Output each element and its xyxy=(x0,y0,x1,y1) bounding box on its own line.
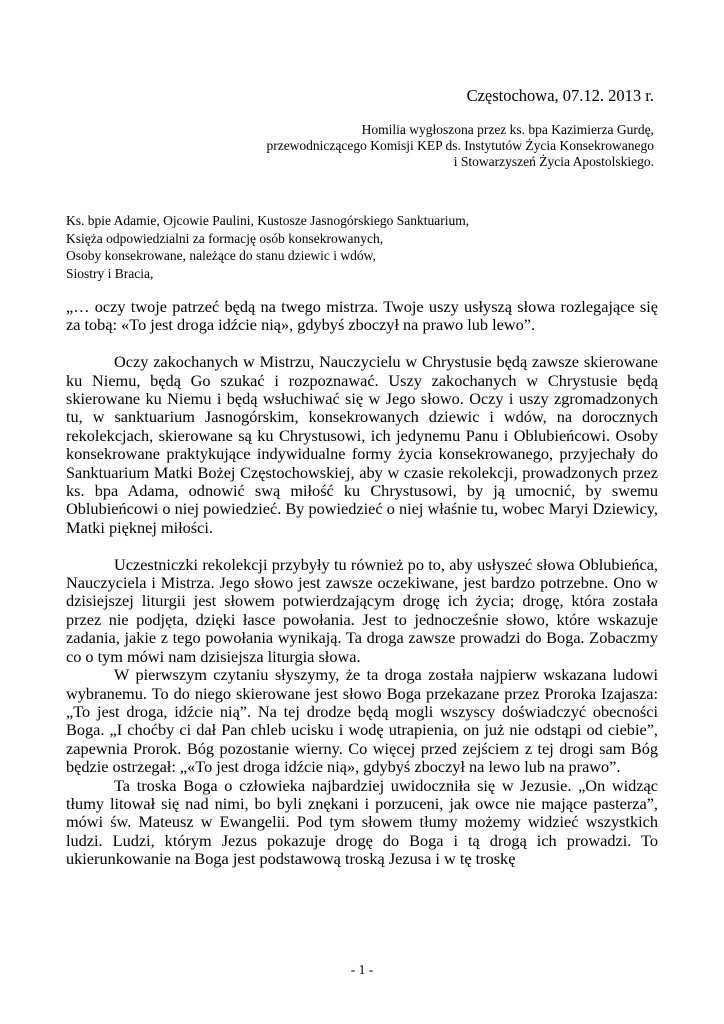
salutation-line: Osoby konsekrowane, należące do stanu dziewic i wdów, xyxy=(66,248,376,263)
salutation xyxy=(66,212,469,282)
salutation-line: Siostry i Bracia, xyxy=(66,265,154,281)
document-date: Częstochowa, 07.12. 2013 r. xyxy=(466,86,654,105)
page-number: - 1 - xyxy=(350,962,374,977)
body-paragraph: W pierwszym czytaniu słyszymy, że ta droga została najpierw wskazana ludowi wybranemu. To do niego skierowane jest słowo Boga przekazane przez Proroka Izajasza: „To jest droga, idźcie nią”. Na tej drodze będą mogli wszyscy doświadczyć obecności Boga. „I choćby ci dał Pan chleb ucisku i wodę utrapienia, on już nie odstąpi od ciebie”, zapewnia Prorok. Bóg pozostanie wierny. Co więcej przed zejściem z tej drogi sam Bóg będzie ostrzegał: „«To jest droga idźcie nią», gdybyś zboczył na lewo lub na prawo”. xyxy=(66,665,658,777)
subtitle-line: przewodniczącego Komisji KEP ds. Instytutów Życia Konsekrowanego xyxy=(266,138,654,153)
body-paragraph: Ta troska Boga o człowieka najbardziej uwidoczniła się w Jezusie. „On widząc tłumy litował się nad nimi, bo byli znękani i porzuceni, jak owce nie mające pasterza”, mówi św. Mateusz w Ewangelii. Pod tym słowem tłumy możemy widzieć wszystkich ludzi. Ludzi, którym Jezus pokazuje drogę do Boga i tą drogą ich prowadzi. To ukierunkowanie na Boga jest podstawową troską Jezusa i w tę troskę xyxy=(66,775,658,869)
body-paragraph: Oczy zakochanych w Mistrzu, Nauczycielu w Chrystusie będą zawsze skierowane ku Niemu, będą Go szukać i rozpoznawać. Uszy zakochanych w Chrystusie będą skierowane ku Niemu i będą wsłuchiwać się w Jego słowo. Oczy i uszy zgromadzonych tu, w sanktuarium Jasnogórskim, konsekrowanych dziewic i wdów, na dorocznych rekolekcjach, skierowane są ku Chrystusowi, ich jedynemu Panu i Oblubieńcowi. Osoby konsekrowane praktykujące indywidualne formy życia konsekrowanego, przyjechały do Sanktuarium Matki Bożej Częstochowskiej, aby w czasie rekolekcji, prowadzonych przez ks. bpa Adama, odnowić swą miłość ku Chrystusowi, by ją umocnić, by swemu Oblubieńcowi o niej powiedzieć. By powiedzieć o niej właśnie tu, wobec Maryi Dziewicy, Matki pięknej miłości. xyxy=(66,352,658,537)
salutation-line: Ks. bpie Adamie, Ojcowie Paulini, Kustosze Jasnogórskiego Sanktuarium, xyxy=(66,213,470,228)
subtitle-line: i Stowarzyszeń Życia Apostolskiego. xyxy=(453,154,654,169)
homily-subtitle xyxy=(266,122,654,170)
homily-body xyxy=(66,298,658,869)
opening-quote-paragraph: „… oczy twoje patrzeć będą na twego mistrza. Twoje uszy usłyszą słowa rozlegające się za tobą: «To jest droga idźcie nią», gdybyś zboczył na prawo lub lewo”. xyxy=(66,297,658,335)
body-paragraph: Uczestniczki rekolekcji przybyły tu również po to, aby usłyszeć słowa Oblubieńca, Nauczyciela i Mistrza. Jego słowo jest zawsze oczekiwane, jest bardzo potrzebne. Ono w dzisiejszej liturgii jest słowem potwierdzającym drogę ich życia; drogę, która została przez nie podjęta, dzięki łasce powołania. Jest to jednocześnie słowo, które wskazuje zadania, jakie z tego powołania wynikają. Ta droga zawsze prowadzi do Boga. Zobaczmy co o tym mówi nam dzisiejsza liturgia słowa. xyxy=(66,554,658,666)
subtitle-line: Homilia wygłoszona przez ks. bpa Kazimierza Gurdę, xyxy=(361,122,654,137)
salutation-line: Księża odpowiedzialni za formację osób konsekrowanych, xyxy=(66,230,384,246)
